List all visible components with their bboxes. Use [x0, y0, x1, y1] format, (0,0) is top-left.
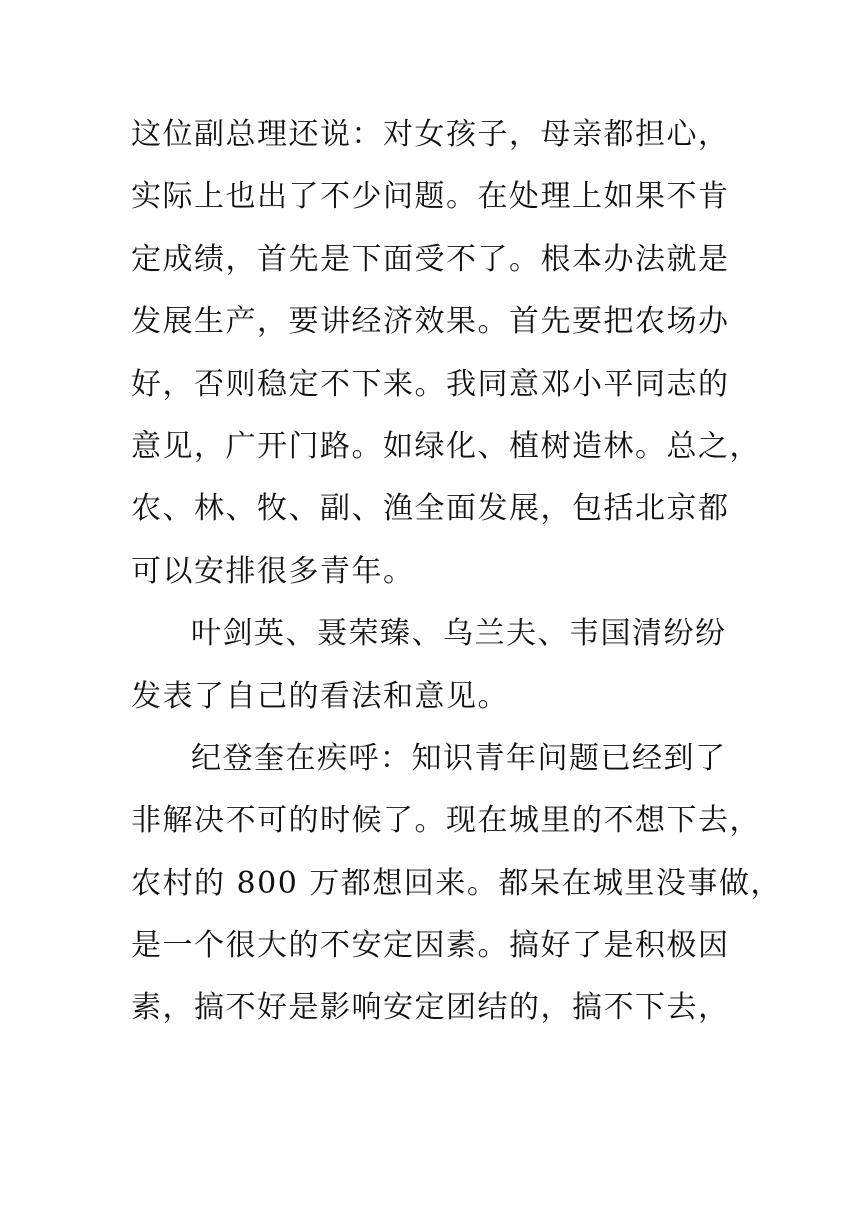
text-line: 实际上也出了不少问题。在处理上如果不肯 — [131, 179, 730, 215]
text-line: 发展生产，要讲经济效果。首先要把农场办 — [131, 304, 730, 340]
text-line: 意见，广开门路。如绿化、植树造林。总之， — [131, 428, 761, 464]
text-line: 好，否则稳定不下来。我同意邓小平同志的 — [131, 366, 730, 402]
text-line: 农村的 800 万都想回来。都呆在城里没事做， — [131, 865, 782, 901]
paragraph-start-line: 纪登奎在疾呼：知识青年问题已经到了 — [191, 740, 727, 776]
text-line: 发表了自己的看法和意见。 — [131, 678, 509, 714]
text-line: 素，搞不好是影响安定团结的，搞不下去， — [131, 990, 730, 1026]
body-text — [131, 110, 782, 1046]
paragraph-start-line: 叶剑英、聂荣臻、乌兰夫、韦国清纷纷 — [191, 616, 727, 652]
text-line: 农、林、牧、副、渔全面发展，包括北京都 — [131, 491, 730, 527]
text-line: 可以安排很多青年。 — [131, 553, 415, 589]
text-line: 这位副总理还说：对女孩子，母亲都担心， — [131, 117, 730, 152]
text-line: 是一个很大的不安定因素。搞好了是积极因 — [131, 928, 730, 964]
text-line: 定成绩，首先是下面受不了。根本办法就是 — [131, 241, 730, 277]
text-line: 非解决不可的时候了。现在城里的不想下去， — [131, 803, 761, 839]
